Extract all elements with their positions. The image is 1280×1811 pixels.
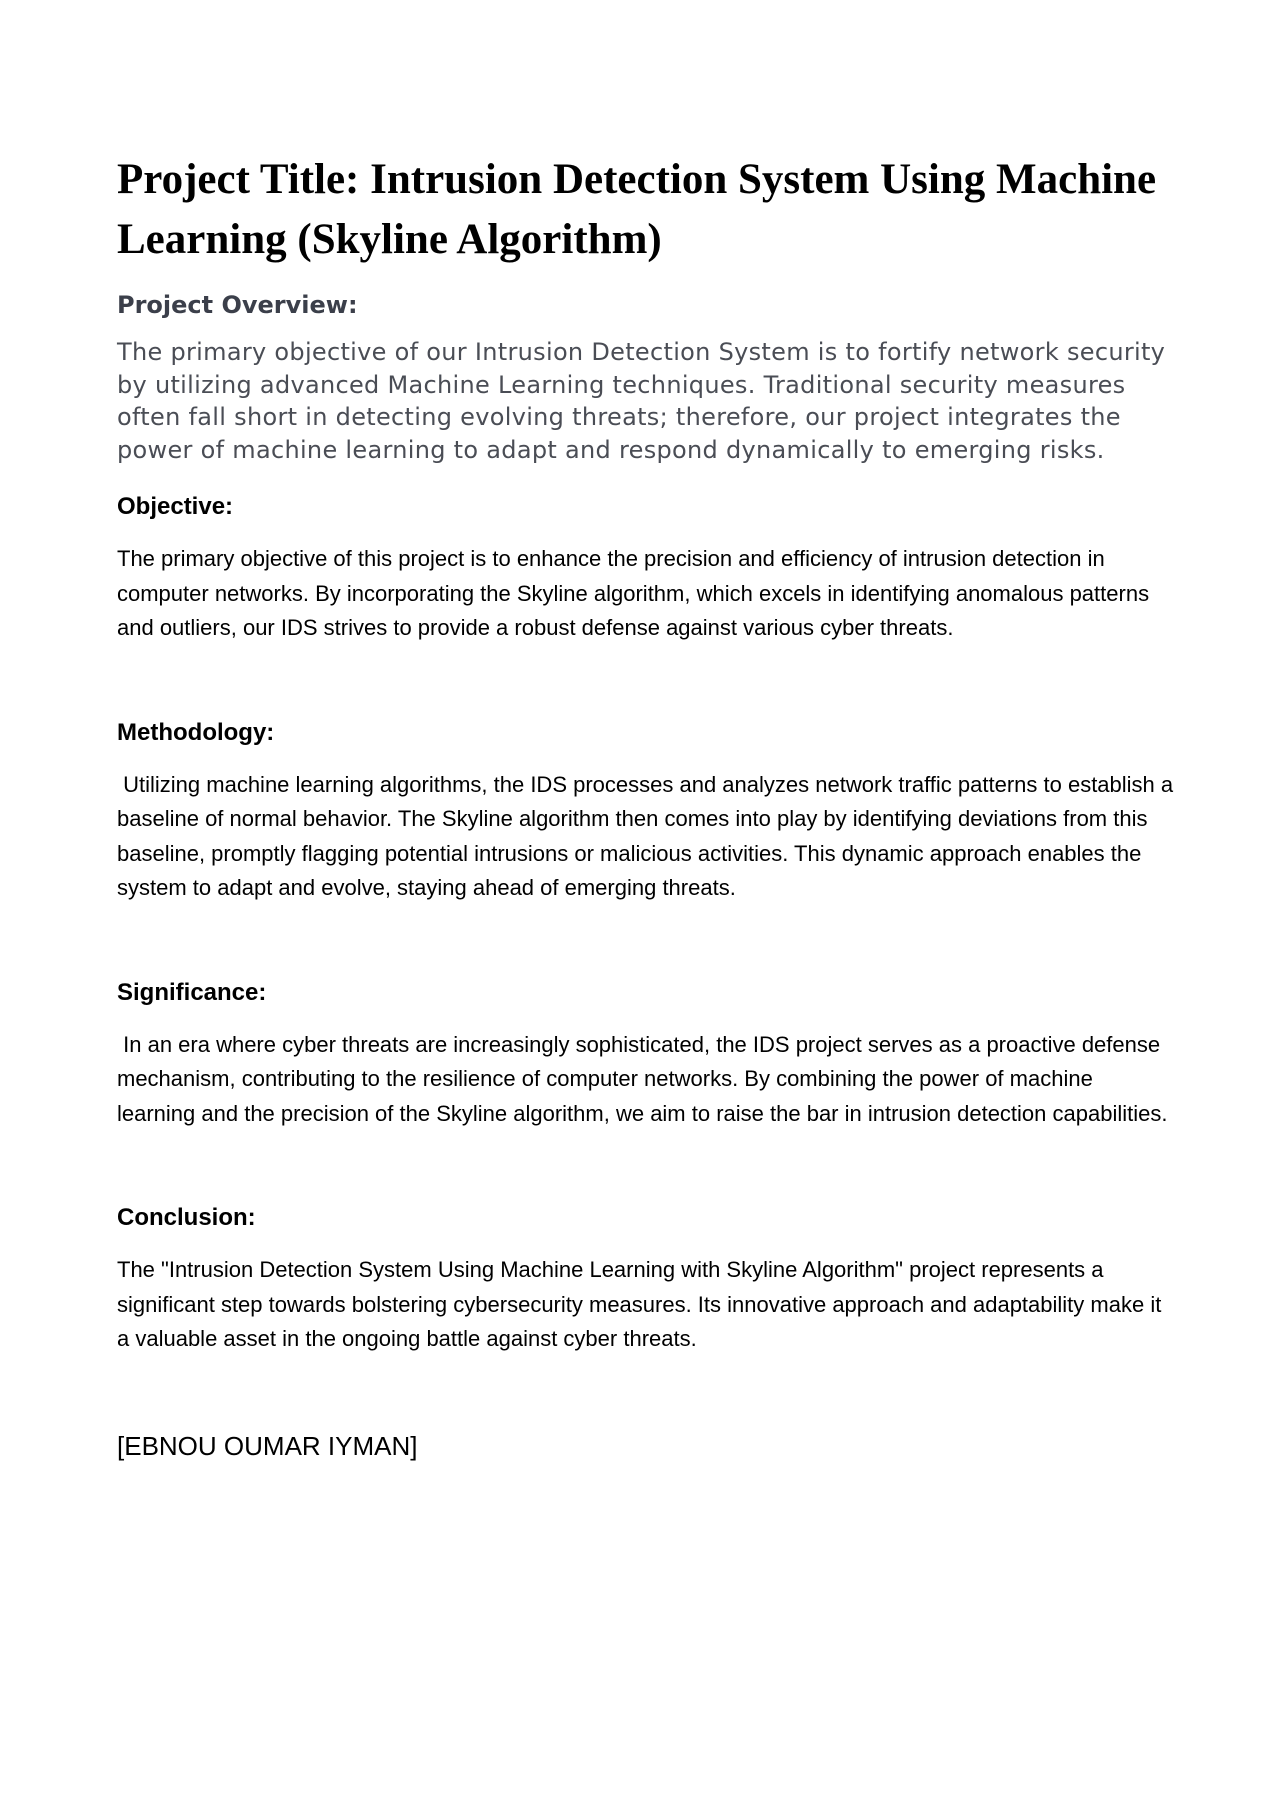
section-heading: Methodology: bbox=[117, 718, 275, 746]
section-heading: Objective: bbox=[117, 493, 234, 520]
section-body: In an era where cyber threats are increasingly sophisticated, the IDS project serves as a proactive defense mechanism, contributing to the resilience of computer networks. By combining the power of machine learning and the precision of the Skyline algorithm, we aim to raise the bar in intrusion detection capabilities. bbox=[117, 1031, 1168, 1126]
overview-heading: Project Overview: bbox=[117, 291, 358, 319]
section-significance bbox=[117, 976, 1177, 1132]
section-spacer bbox=[117, 1131, 1177, 1201]
section-conclusion bbox=[117, 1201, 1177, 1357]
section-body: The "Intrusion Detection System Using Machine Learning with Skyline Algorithm" project represents a significant step towards bolstering cybersecurity measures. Its innovative approach and adaptability make it a valuable asset in the ongoing battle against cyber threats. bbox=[117, 1257, 1168, 1351]
section-body: Utilizing machine learning algorithms, the IDS processes and analyzes network traffic patterns to establish a baseline of normal behavior. The Skyline algorithm then comes into play by identifying deviations from this baseline, promptly flagging potential intrusions or malicious activities. This dynamic approach enables the system to adapt and evolve, staying ahead of emerging threats. bbox=[117, 771, 1180, 900]
author-signature: [EBNOU OUMAR IYMAN] bbox=[117, 1430, 418, 1461]
overview-body: The primary objective of our Intrusion Detection System is to fortify network security by utilizing advanced Machine Learning techniques. Traditional security measures often fall short in detecting evolving threats; therefore, our project integrates the power of machine learning to adapt and respond dynamically to emerging risks. bbox=[117, 338, 1166, 464]
section-spacer bbox=[117, 906, 1177, 976]
section-spacer bbox=[117, 1357, 1177, 1429]
section-body: The primary objective of this project is to enhance the precision and efficiency of intrusion detection in computer networks. By incorporating the Skyline algorithm, which excels in identifying anomalous patterns and outliers, our IDS strives to provide a robust defense against various cyber threats. bbox=[117, 546, 1156, 640]
section-heading: Significance: bbox=[117, 978, 267, 1006]
section-methodology bbox=[117, 716, 1180, 906]
section-objective bbox=[117, 490, 1177, 646]
section-spacer bbox=[117, 646, 1177, 716]
document-page bbox=[117, 150, 1180, 1463]
document-title: Project Title: Intrusion Detection System Using Machine Learning (Skyline Algorithm) bbox=[117, 156, 1157, 263]
section-heading: Conclusion: bbox=[117, 1204, 256, 1231]
